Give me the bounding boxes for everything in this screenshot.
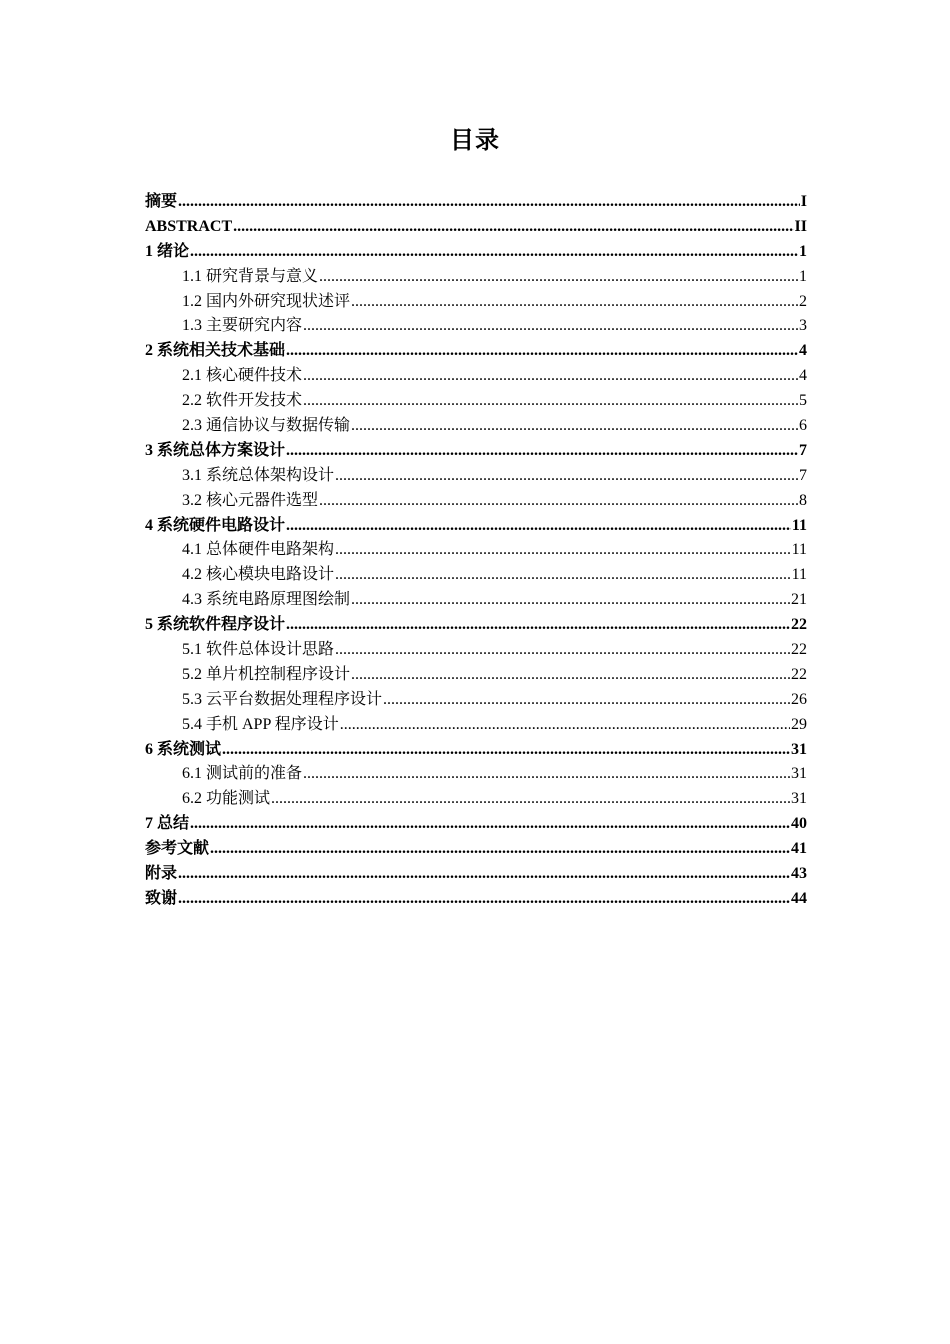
dot-leader (319, 489, 798, 514)
toc-entry[interactable] (145, 887, 807, 912)
toc-entry[interactable] (145, 762, 807, 787)
toc-entry-label: 5.1 软件总体设计思路 (182, 641, 335, 659)
toc-entry[interactable] (145, 290, 807, 315)
toc-entry-label: 3.1 系统总体架构设计 (182, 466, 335, 484)
toc-entry-page-number: 29 (791, 715, 807, 733)
toc-entry[interactable] (145, 364, 807, 389)
toc-entry-page-number: 6 (799, 417, 807, 435)
dot-leader (340, 713, 790, 738)
toc-entry[interactable] (145, 489, 807, 514)
toc-entry-label: 6.2 功能测试 (182, 790, 271, 808)
dot-leader (351, 588, 790, 613)
dot-leader (190, 812, 790, 837)
toc-entry[interactable] (145, 563, 807, 588)
dot-leader (286, 339, 798, 364)
toc-entry-page-number: 22 (791, 616, 807, 634)
toc-entry-page-number: 3 (799, 317, 807, 335)
toc-entry[interactable] (145, 787, 807, 812)
toc-entry[interactable] (145, 265, 807, 290)
dot-leader (210, 837, 790, 862)
toc-entry-label: 6 系统测试 (145, 740, 222, 758)
dot-leader (178, 190, 800, 215)
toc-entry[interactable] (145, 837, 807, 862)
toc-entry[interactable] (145, 738, 807, 763)
toc-entry-label: 6.1 测试前的准备 (182, 765, 303, 783)
toc-entry[interactable] (145, 464, 807, 489)
toc-entry-page-number: 7 (799, 441, 807, 459)
table-of-contents (145, 190, 807, 912)
dot-leader (351, 290, 798, 315)
toc-entry[interactable] (145, 439, 807, 464)
toc-entry-label: ABSTRACT (145, 217, 233, 235)
toc-entry-label: 5.4 手机 APP 程序设计 (182, 715, 339, 733)
dot-leader (335, 464, 798, 489)
dot-leader (190, 240, 798, 265)
toc-entry-page-number: 31 (791, 740, 807, 758)
dot-leader (303, 364, 798, 389)
dot-leader (303, 314, 798, 339)
toc-entry-label: 5 系统软件程序设计 (145, 616, 286, 634)
dot-leader (286, 514, 791, 539)
dot-leader (335, 563, 791, 588)
page-title: 目录 (450, 126, 500, 154)
dot-leader (303, 762, 790, 787)
toc-entry-label: 摘要 (145, 193, 178, 210)
toc-entry-page-number: 31 (791, 790, 807, 808)
toc-entry[interactable] (145, 862, 807, 887)
toc-entry-page-number: 40 (791, 815, 807, 833)
toc-entry-label: 5.2 单片机控制程序设计 (182, 665, 351, 683)
toc-entry[interactable] (145, 339, 807, 364)
toc-entry[interactable] (145, 588, 807, 613)
toc-entry-page-number: 2 (799, 292, 807, 310)
toc-entry-label: 1.3 主要研究内容 (182, 317, 303, 335)
toc-entry[interactable] (145, 812, 807, 837)
dot-leader (335, 538, 791, 563)
toc-entry-page-number: 11 (791, 541, 807, 559)
toc-entry[interactable] (145, 389, 807, 414)
toc-entry[interactable] (145, 215, 807, 240)
dot-leader (303, 389, 798, 414)
dot-leader (319, 265, 798, 290)
dot-leader (178, 862, 790, 887)
toc-entry-page-number: 8 (799, 491, 807, 509)
toc-entry-label: 1.1 研究背景与意义 (182, 267, 319, 285)
toc-entry-label: 2.3 通信协议与数据传输 (182, 417, 351, 435)
toc-entry-page-number: 22 (791, 641, 807, 659)
toc-entry-page-number: 1 (799, 267, 807, 285)
toc-entry-label: 4 系统硬件电路设计 (145, 516, 286, 534)
toc-entry-label: 4.1 总体硬件电路架构 (182, 541, 335, 559)
toc-entry-page-number: 4 (799, 342, 807, 360)
toc-entry-label: 参考文献 (145, 840, 210, 858)
toc-entry-label: 致谢 (145, 889, 178, 907)
toc-entry-page-number: 43 (791, 865, 807, 883)
dot-leader (383, 688, 790, 713)
toc-entry[interactable] (145, 240, 807, 265)
toc-entry[interactable] (145, 613, 807, 638)
toc-entry-label: 1 绪论 (145, 242, 190, 260)
toc-entry[interactable] (145, 663, 807, 688)
toc-entry[interactable] (145, 638, 807, 663)
toc-entry-label: 4.2 核心模块电路设计 (182, 566, 335, 584)
dot-leader (335, 638, 790, 663)
toc-entry-page-number: 31 (791, 765, 807, 783)
toc-entry-label: 2 系统相关技术基础 (145, 342, 286, 360)
toc-entry-page-number: 21 (791, 591, 807, 609)
toc-entry[interactable] (145, 314, 807, 339)
toc-entry-page-number: 5 (799, 392, 807, 410)
toc-entry-page-number: 7 (799, 466, 807, 484)
toc-entry-label: 4.3 系统电路原理图绘制 (182, 591, 351, 609)
toc-entry[interactable] (145, 688, 807, 713)
toc-entry-page-number: II (794, 217, 807, 235)
dot-leader (271, 787, 790, 812)
toc-entry-page-number: 11 (791, 516, 807, 534)
dot-leader (233, 215, 793, 240)
toc-entry-page-number: 44 (791, 889, 807, 907)
toc-entry-page-number: 11 (791, 566, 807, 584)
toc-entry-page-number: 22 (791, 665, 807, 683)
toc-entry-page-number: 1 (799, 242, 807, 260)
toc-entry-label: 1.2 国内外研究现状述评 (182, 292, 351, 310)
toc-entry-page-number: 4 (799, 367, 807, 385)
toc-entry-page-number: I (800, 193, 807, 210)
dot-leader (351, 414, 798, 439)
toc-entry-page-number: 26 (791, 690, 807, 708)
dot-leader (178, 887, 790, 912)
toc-entry-label: 附录 (145, 865, 178, 883)
dot-leader (222, 738, 790, 763)
toc-entry-label: 3 系统总体方案设计 (145, 441, 286, 459)
dot-leader (351, 663, 790, 688)
toc-entry-label: 3.2 核心元器件选型 (182, 491, 319, 509)
dot-leader (286, 613, 790, 638)
toc-entry[interactable] (145, 414, 807, 439)
dot-leader (286, 439, 798, 464)
toc-entry-label: 2.1 核心硬件技术 (182, 367, 303, 385)
toc-entry-label: 2.2 软件开发技术 (182, 392, 303, 410)
toc-entry-label: 7 总结 (145, 815, 190, 833)
toc-entry[interactable] (145, 190, 807, 215)
toc-entry-label: 5.3 云平台数据处理程序设计 (182, 690, 383, 708)
toc-entry[interactable] (145, 713, 807, 738)
toc-entry-page-number: 41 (791, 840, 807, 858)
toc-entry[interactable] (145, 514, 807, 539)
toc-entry[interactable] (145, 538, 807, 563)
